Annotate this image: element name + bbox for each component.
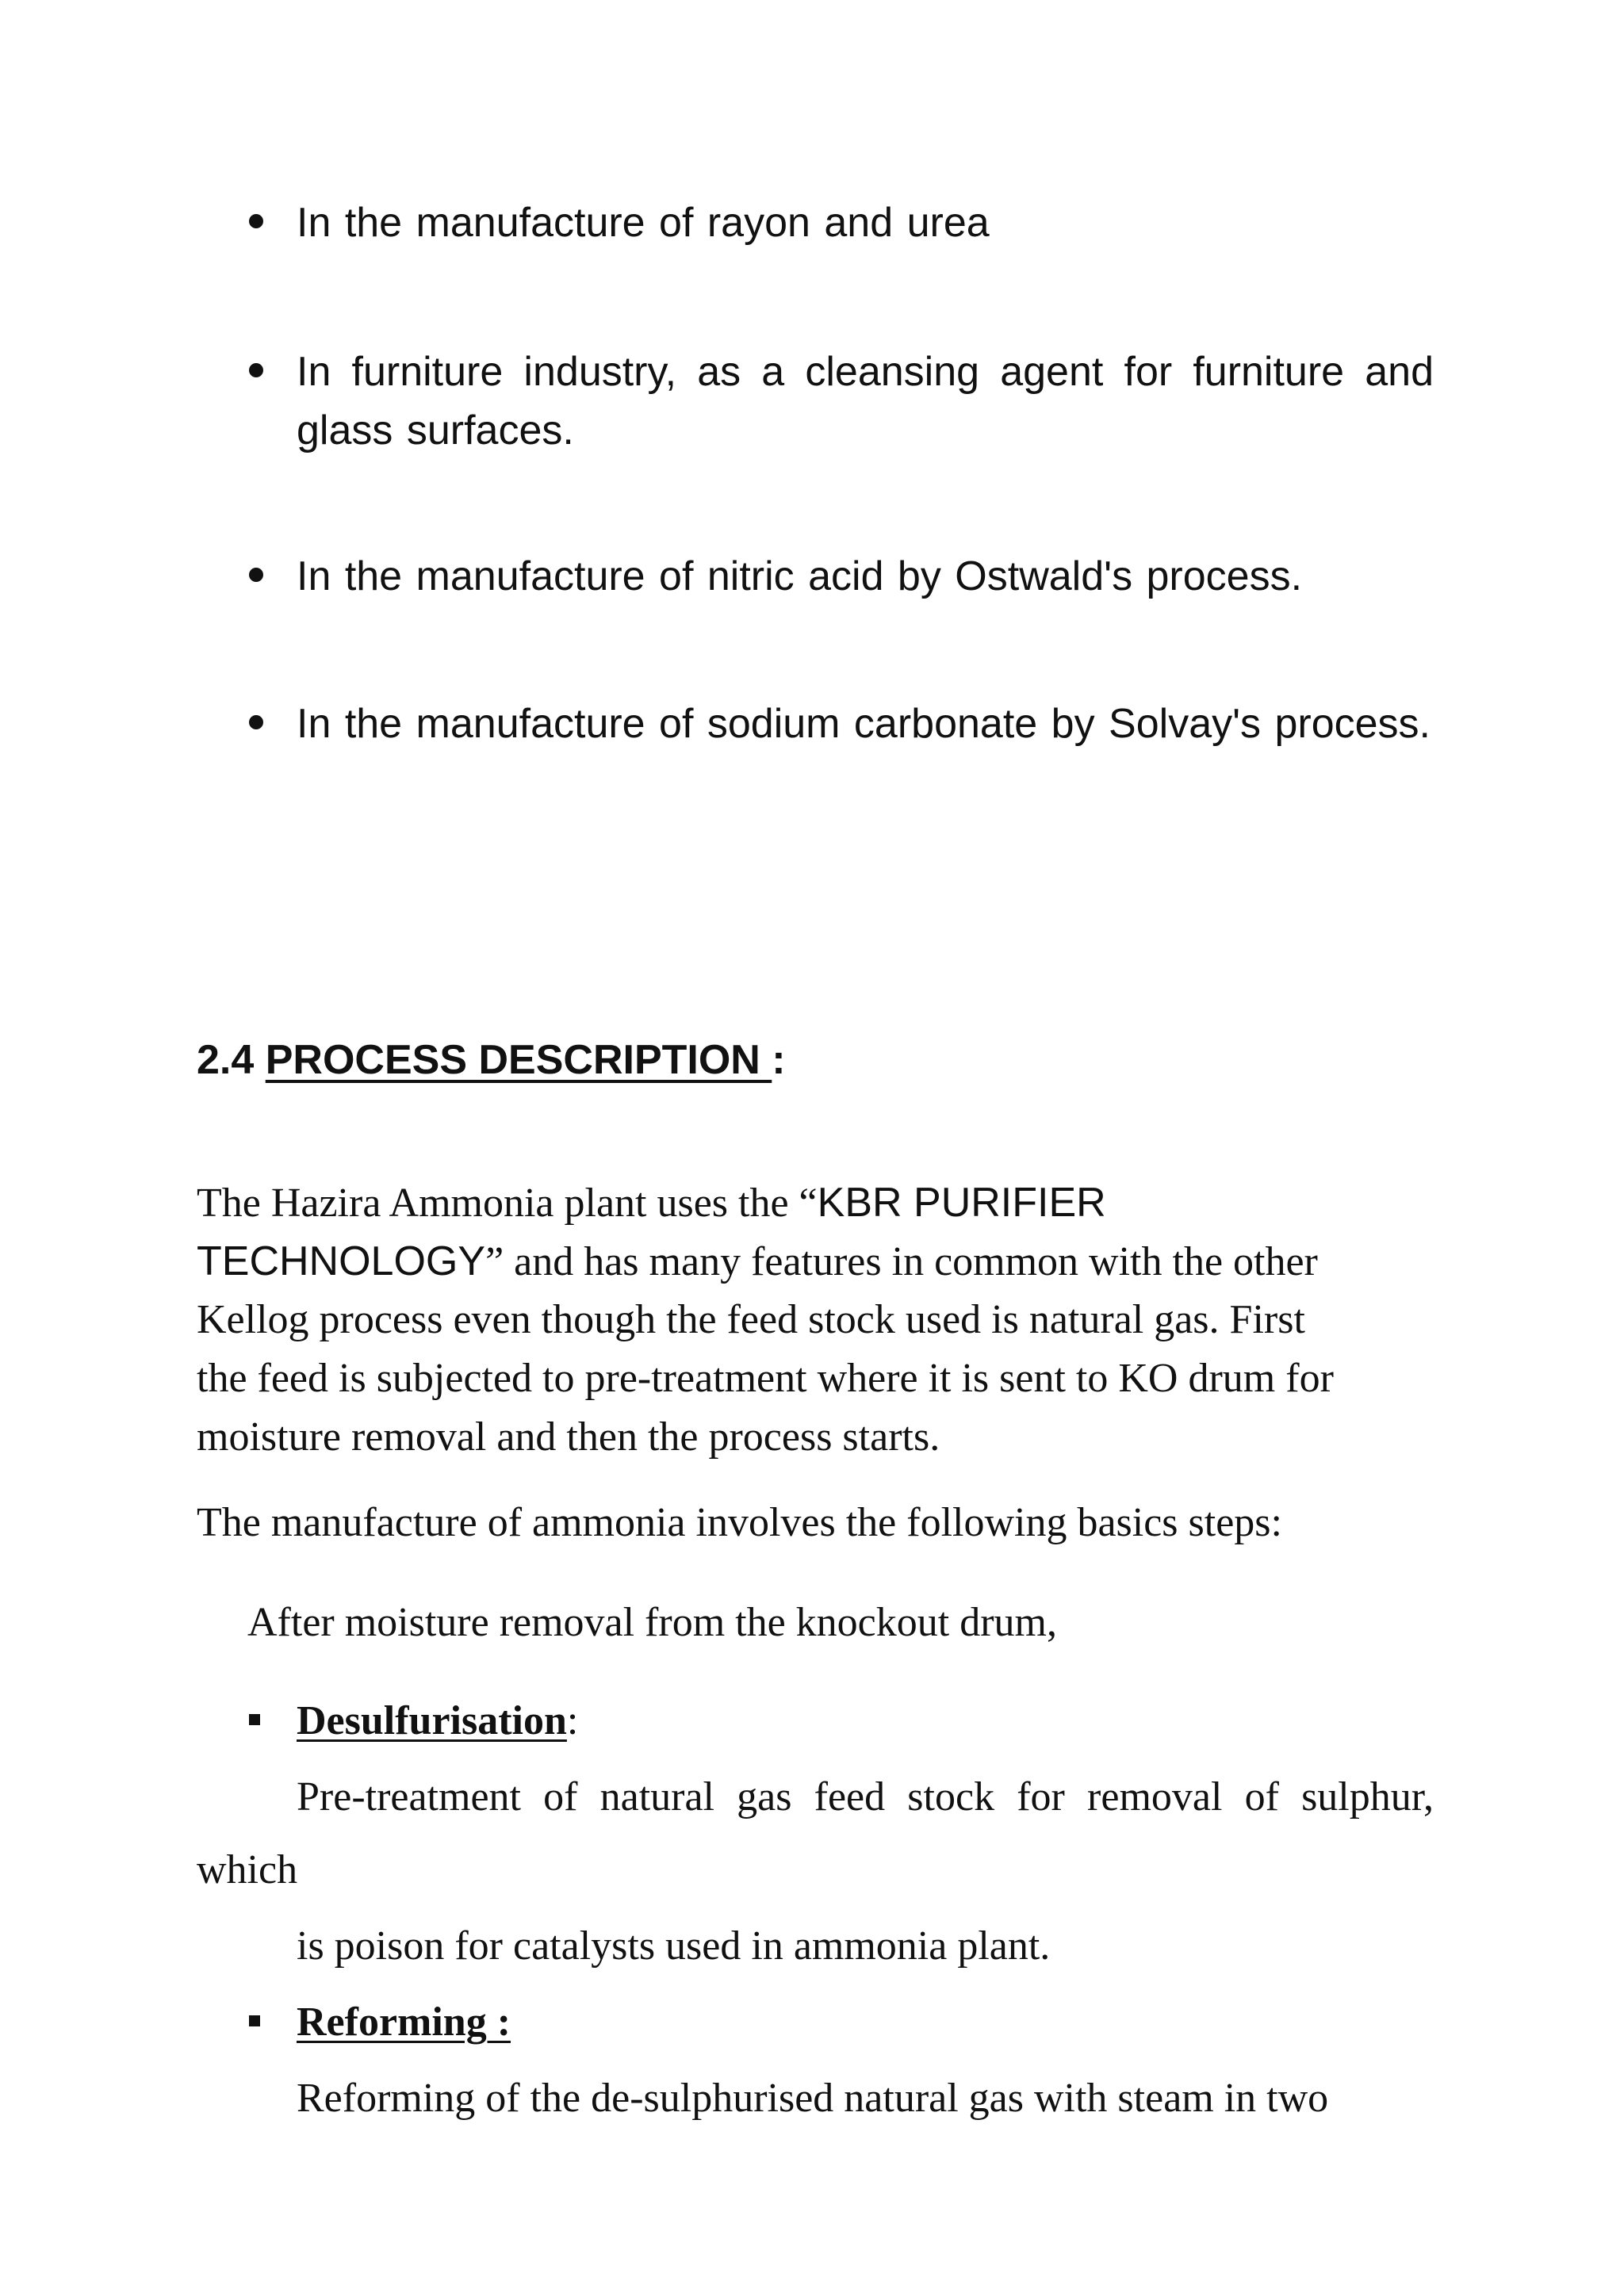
section-number: 2.4 [197,1037,266,1083]
intro-line-2 [197,1232,1318,1292]
intro-text-part-3: TECHNOLOGY [197,1238,486,1284]
uses-list-item [297,695,1434,753]
bullet-dot-icon [249,568,263,582]
section-heading [197,1032,786,1088]
intro-line-5: moisture removal and then the process starts. [197,1414,940,1460]
uses-list-item [297,342,1434,460]
after-knockout-text: After moisture removal from the knockout drum, [247,1600,1057,1645]
desulfurisation-line-2: which [197,1847,298,1892]
step-reforming-title: Reforming : [297,1999,511,2045]
step-desulfurisation-title: Desulfurisation [297,1698,567,1743]
uses-list-item-text: In the manufacture of sodium carbonate by Solvay's process. [297,701,1431,747]
intro-text-part-4: ” and has many features in common with the other [485,1239,1318,1284]
bullet-dot-icon [249,214,263,228]
section-title: PROCESS DESCRIPTION [265,1037,772,1083]
desulfurisation-line-1: Pre-treatment of natural gas feed stock for removal of sulphur, [297,1774,1434,1820]
intro-text-part-1: The Hazira Ammonia plant uses the “ [197,1181,818,1226]
desulfurisation-line-3: is poison for catalysts used in ammonia plant. [297,1923,1051,1969]
section-colon: : [772,1037,786,1083]
step-desulfurisation-colon: : [566,1698,579,1743]
bullet-dot-icon [249,715,263,729]
intro-line-1 [197,1173,1106,1233]
uses-list-item-text: In the manufacture of nitric acid by Ostwald's process. [297,553,1303,599]
bullet-dot-icon [249,363,263,377]
step-desulfurisation-heading [297,1692,578,1751]
square-bullet-icon [249,1714,260,1725]
square-bullet-icon [249,2015,260,2026]
uses-list-item [297,193,1435,252]
intro-text-part-2: KBR PURIFIER [817,1180,1106,1226]
uses-list-item [297,547,1435,606]
intro-line-3: Kellog process even though the feed stock used is natural gas. First [197,1297,1305,1342]
step-reforming-heading [297,1993,511,2052]
steps-intro: The manufacture of ammonia involves the following basics steps: [197,1500,1282,1545]
uses-list-item-text: In the manufacture of rayon and urea [297,200,990,246]
uses-list-item-text: In furniture industry, as a cleansing agent for furniture and glass surfaces. [297,349,1434,453]
reforming-line-1: Reforming of the de-sulphurised natural gas with steam in two [297,2076,1329,2121]
intro-line-4: the feed is subjected to pre-treatment where it is sent to KO drum for [197,1356,1334,1401]
